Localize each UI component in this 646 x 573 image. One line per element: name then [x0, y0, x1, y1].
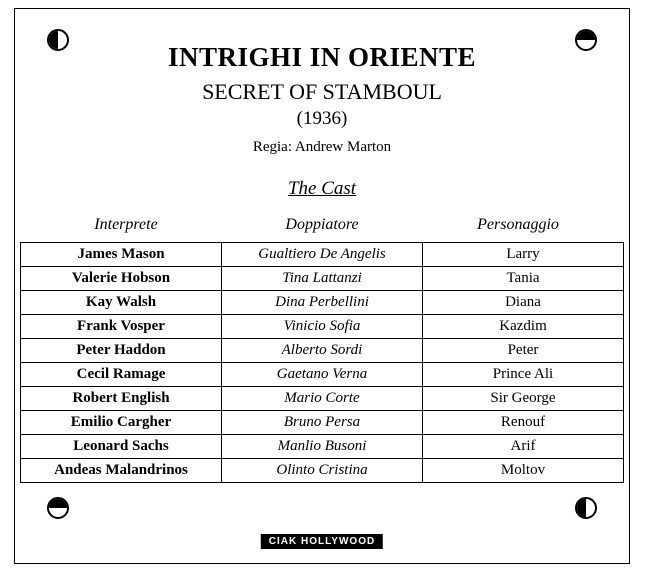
cell-role: Renouf — [423, 410, 624, 434]
cell-role: Prince Ali — [423, 362, 624, 386]
table-row — [21, 242, 624, 266]
cell-actor: Leonard Sachs — [21, 434, 222, 458]
cast-table — [20, 242, 624, 483]
director-credit: Regia: Andrew Marton — [252, 138, 392, 155]
table-row — [21, 386, 624, 410]
cell-actor: James Mason — [21, 242, 222, 266]
cell-role: Kazdim — [423, 314, 624, 338]
document-sheet — [14, 8, 630, 564]
cell-voice: Alberto Sordi — [222, 338, 423, 362]
cell-actor: Andeas Malandrinos — [21, 458, 222, 482]
cell-voice: Mario Corte — [222, 386, 423, 410]
cell-actor: Cecil Ramage — [21, 362, 222, 386]
cell-role: Larry — [423, 242, 624, 266]
table-row — [21, 434, 624, 458]
cell-voice: Dina Perbellini — [222, 290, 423, 314]
table-row — [21, 458, 624, 482]
column-header-personaggio: Personaggio — [477, 215, 559, 233]
cell-role: Arif — [423, 434, 624, 458]
page-title: INTRIGHI IN ORIENTE — [167, 42, 477, 72]
punch-hole-bottom-left-icon — [47, 497, 69, 519]
release-year: (1936) — [296, 107, 348, 129]
table-row — [21, 290, 624, 314]
footer-logo: CIAK HOLLYWOOD — [261, 534, 383, 549]
table-row — [21, 410, 624, 434]
column-header-interprete: Interprete — [94, 215, 158, 233]
cell-voice: Tina Lattanzi — [222, 266, 423, 290]
table-column-headers — [28, 216, 616, 234]
cell-role: Diana — [423, 290, 624, 314]
cell-actor: Emilio Cargher — [21, 410, 222, 434]
column-header-doppiatore: Doppiatore — [285, 215, 359, 233]
cell-voice: Olinto Cristina — [222, 458, 423, 482]
cell-voice: Bruno Persa — [222, 410, 423, 434]
punch-hole-bottom-right-icon — [575, 497, 597, 519]
table-row — [21, 314, 624, 338]
table-row — [21, 266, 624, 290]
cell-voice: Gualtiero De Angelis — [222, 242, 423, 266]
table-row — [21, 362, 624, 386]
table-row — [21, 338, 624, 362]
document-content — [15, 43, 629, 483]
cell-role: Peter — [423, 338, 624, 362]
cell-actor: Peter Haddon — [21, 338, 222, 362]
cell-actor: Robert English — [21, 386, 222, 410]
cell-actor: Valerie Hobson — [21, 266, 222, 290]
cell-role: Tania — [423, 266, 624, 290]
cell-role: Sir George — [423, 386, 624, 410]
cell-voice: Manlio Busoni — [222, 434, 423, 458]
cast-table-body — [21, 242, 624, 482]
cell-voice: Gaetano Verna — [222, 362, 423, 386]
cell-role: Moltov — [423, 458, 624, 482]
cell-voice: Vinicio Sofia — [222, 314, 423, 338]
cell-actor: Kay Walsh — [21, 290, 222, 314]
cast-section-heading: The Cast — [287, 177, 357, 199]
cell-actor: Frank Vosper — [21, 314, 222, 338]
original-title: SECRET OF STAMBOUL — [202, 78, 442, 104]
